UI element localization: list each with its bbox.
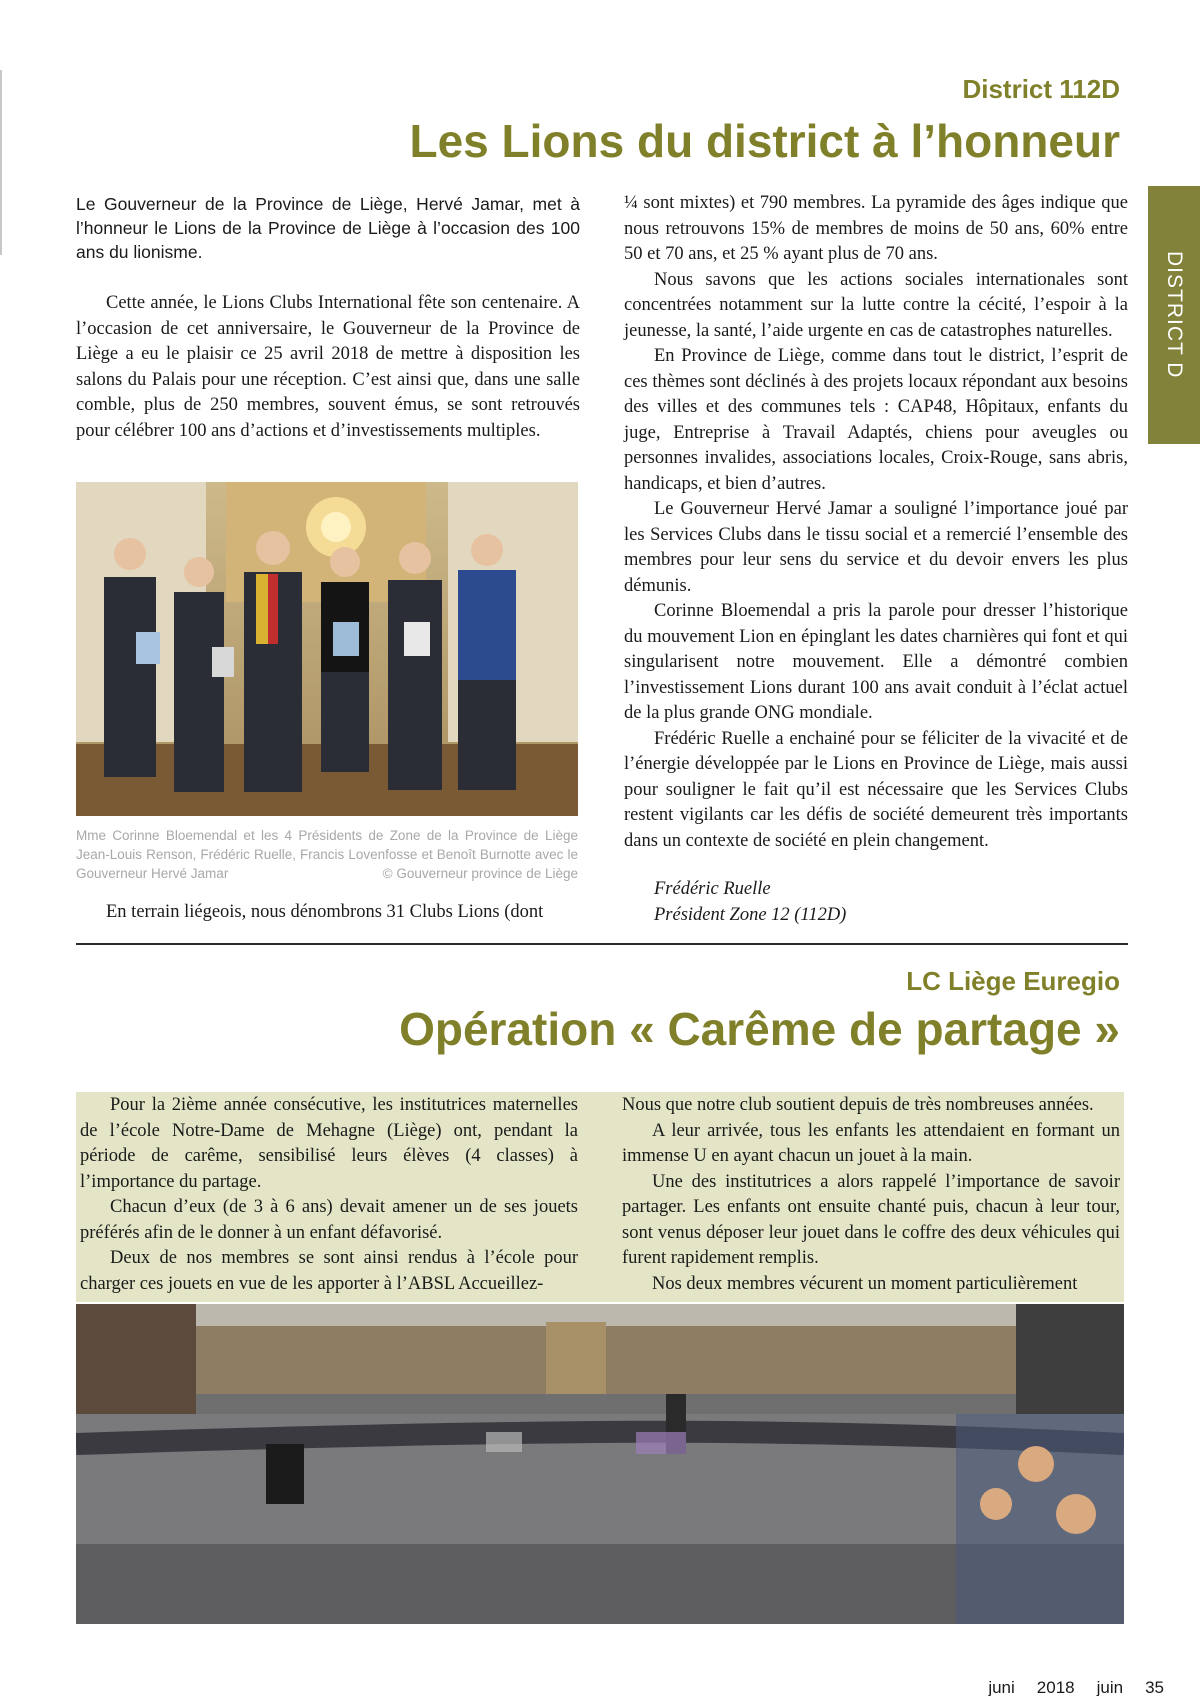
article2-title: Opération « Carême de partage » <box>399 1003 1120 1055</box>
photo-caption <box>76 826 578 883</box>
photo-caption-text: Mme Corinne Bloemendal et les 4 Présidents de Zone de la Province de Liège Jean-Louis Renson, Frédéric Ruelle, Francis Lovenfosse et Benoît Burnotte avec le Gouverneur Hervé Jamar <box>76 828 578 881</box>
article2-paragraph: A leur arrivée, tous les enfants les attendaient en formant un immense U en ayant chacun un jouet à la main. <box>622 1120 1120 1166</box>
article1-paragraph: En Province de Liège, comme dans tout le district, l’esprit de ces thèmes sont déclinés à des projets locaux répondant aux besoins des villes et des communes tels : CAP48, Hôpitaux, enfants du juge, Entreprise à Travail Adaptés, chiens pour aveugles ou personnes invalides, associations locales, Croix-Rouge, sans abris, handicaps, et bien d’autres. <box>624 346 1128 494</box>
article1-signature <box>654 877 846 928</box>
section-tab-label: DISTRICT D <box>1163 251 1186 379</box>
article2-paragraph: Chacun d’eux (de 3 à 6 ans) devait amener un de ses jouets préférés afin de le donner à un enfant défavorisé. <box>80 1197 578 1243</box>
photo-credit: © Gouverneur province de Liège <box>382 866 578 881</box>
article2-paragraph: Deux de nos membres se sont ainsi rendus à l’école pour charger ces jouets en vue de les apporter à l’ABSL Accueillez- <box>80 1248 578 1294</box>
footer-month-nl: juni <box>988 1678 1015 1696</box>
article2-paragraph: Pour la 2ième année consécutive, les institutrices maternelles de l’école Notre-Dame de Mehagne (Liège) ont, pendant la période de carême, sensibilisé leurs élèves (4 classes) à l’importance du partage. <box>80 1095 578 1192</box>
article2-right-column <box>622 1093 1120 1297</box>
page-footer <box>966 1678 1164 1696</box>
article1-left-column <box>76 291 580 444</box>
schoolyard-photo <box>76 1304 1124 1624</box>
schoolyard-photo-art <box>76 1304 1124 1624</box>
article1-paragraph: ¼ sont mixtes) et 790 membres. La pyramide des âges indique que nous retrouvons 15% de membres de moins de 50 ans, 60% entre 50 et 70 ans, et 25 % ayant plus de 70 ans. <box>624 193 1128 264</box>
article1-paragraph: Le Gouverneur Hervé Jamar a souligné l’importance joué par les Services Clubs dans le tissu social et a remercié l’ensemble des membres pour leur sens du service et du devoir envers les plus démunis. <box>624 499 1128 596</box>
signature-name: Frédéric Ruelle <box>654 879 771 899</box>
article2-kicker: LC Liège Euregio <box>906 966 1120 996</box>
article1-paragraph: Frédéric Ruelle a enchainé pour se féliciter de la vivacité et de l’énergie développée par le Lions en Province de Liège, mais aussi pour souligner le fait qu’il est nécessaire que les Services Clubs restent vigilants car les défis de société demeurent très importants dans un contexte de société en plein changement. <box>624 728 1128 851</box>
article2-paragraph: Nos deux membres vécurent un moment particulièrement <box>652 1273 1078 1294</box>
section-tab <box>1148 186 1200 444</box>
article1-kicker: District 112D <box>962 74 1120 104</box>
article2-left-column <box>80 1093 578 1297</box>
article1-paragraph: En terrain liégeois, nous dénombrons 31 Clubs Lions (dont <box>106 902 544 922</box>
article1-title: Les Lions du district à l’honneur <box>409 115 1120 167</box>
footer-year: 2018 <box>1036 1678 1075 1696</box>
article2-paragraph: Une des institutrices a alors rappelé l’importance de savoir partager. Les enfants ont ensuite chanté puis, chacun à leur tour, sont venus déposer leur jouet dans le coffre des deux véhicules qui furent rapidement remplis. <box>622 1171 1120 1268</box>
signature-role: Président Zone 12 (112D) <box>654 904 847 925</box>
article2-paragraph: Nous que notre club soutient depuis de très nombreuses années. <box>622 1095 1094 1115</box>
article1-paragraph: Nous savons que les actions sociales internationales sont concentrées notamment sur la lutte contre la cécité, l’espoir à la jeunesse, la santé, l’aide urgente en cas de catastrophes naturelles. <box>624 269 1128 341</box>
footer-month-fr: juin <box>1096 1678 1124 1696</box>
article1-left-continuation <box>76 900 580 926</box>
section-divider <box>76 943 1128 945</box>
article1-paragraph: Corinne Bloemendal a pris la parole pour dresser l’historique du mouvement Lion en épinglant les dates charnières qui font et qui singularisent notre mouvement. Elle a démontré combien l’investissement Lions durant 100 ans avait conduit à l’éclat actuel de la plus grande ONG mondiale. <box>624 601 1128 723</box>
article1-paragraph: Cette année, le Lions Clubs International fête son centenaire. A l’occasion de cet anniversaire, le Gouverneur de la Province de Liège a eu le plaisir ce 25 avril 2018 de mettre à disposition les salons du Palais pour une réception. C’est ainsi que, dans une salle comble, plus de 250 membres, souvent émus, se sont retrouvés pour célébrer 100 ans d’actions et d’investissements multiples. <box>76 293 580 441</box>
left-margin-rule <box>0 70 2 255</box>
page-number: 35 <box>1145 1678 1164 1696</box>
article1-right-column <box>624 191 1128 854</box>
reception-photo <box>76 482 578 816</box>
reception-photo-art <box>76 482 578 816</box>
article1-lead: Le Gouverneur de la Province de Liège, Hervé Jamar, met à l’honneur le Lions de la Province de Liège à l’occasion des 100 ans du lionisme. <box>76 194 580 262</box>
